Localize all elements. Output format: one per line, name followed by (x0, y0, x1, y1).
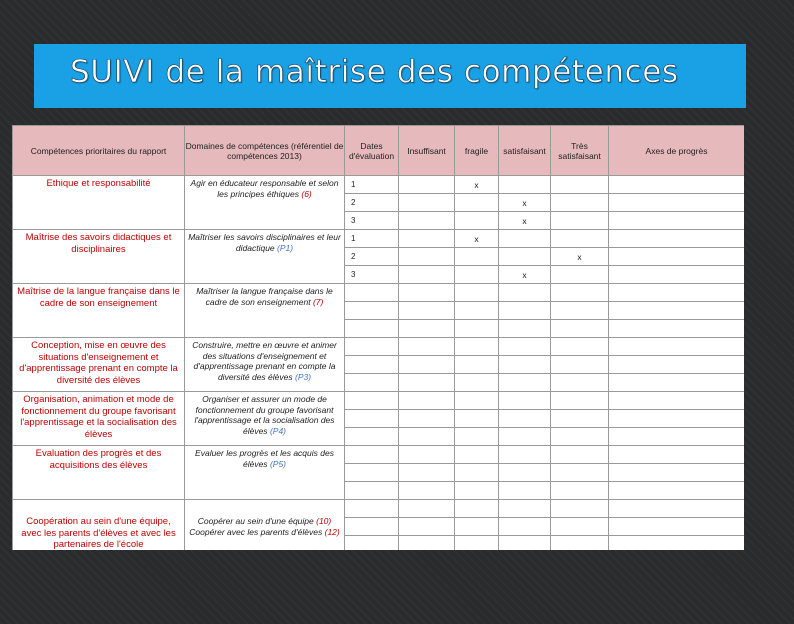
date-cell (345, 446, 399, 464)
header-domaines: Domaines de compétences (référentiel de compétences 2013) (185, 126, 345, 176)
satisfaisant-cell (499, 374, 551, 392)
insuffisant-cell (399, 320, 455, 338)
axes-cell (609, 212, 745, 230)
tres-satisfaisant-cell (551, 464, 609, 482)
axes-cell (609, 356, 745, 374)
satisfaisant-cell (499, 482, 551, 500)
insuffisant-cell (399, 356, 455, 374)
tres-satisfaisant-cell (551, 176, 609, 194)
insuffisant-cell (399, 482, 455, 500)
date-cell: 2 (345, 248, 399, 266)
competence-cell: Coopération au sein d'une équipe, avec les parents d'élèves et avec les partenaires de l'école (13, 500, 185, 551)
date-cell (345, 302, 399, 320)
tres-satisfaisant-cell (551, 482, 609, 500)
insuffisant-cell (399, 248, 455, 266)
fragile-cell (455, 284, 499, 302)
insuffisant-cell (399, 194, 455, 212)
date-cell (345, 536, 399, 551)
fragile-cell (455, 320, 499, 338)
satisfaisant-cell (499, 392, 551, 410)
header-satisfaisant: satisfaisant (499, 126, 551, 176)
domaine-cell: Maîtriser les savoirs disciplinaires et leur didactique (P1) (185, 230, 345, 284)
header-insuffisant: Insuffisant (399, 126, 455, 176)
satisfaisant-cell (499, 446, 551, 464)
tres-satisfaisant-cell (551, 428, 609, 446)
header-tres-satisfaisant: Très satisfaisant (551, 126, 609, 176)
fragile-cell (455, 212, 499, 230)
header-fragile: fragile (455, 126, 499, 176)
axes-cell (609, 338, 745, 356)
tres-satisfaisant-cell (551, 230, 609, 248)
domaine-cell: Organiser et assurer un mode de fonctionnement du groupe favorisant l'apprentissage et la socialisation des élèves (P4) (185, 392, 345, 446)
domaine-cell: Agir en éducateur responsable et selon les principes éthiques (6) (185, 176, 345, 230)
competence-cell: Maîtrise des savoirs didactiques et disciplinaires (13, 230, 185, 284)
date-cell (345, 320, 399, 338)
header-axes: Axes de progrès (609, 126, 745, 176)
competence-cell: Ethique et responsabilité (13, 176, 185, 230)
header-dates: Dates d'évaluation (345, 126, 399, 176)
fragile-cell (455, 446, 499, 464)
axes-cell (609, 302, 745, 320)
satisfaisant-cell: x (499, 266, 551, 284)
tres-satisfaisant-cell (551, 320, 609, 338)
axes-cell (609, 176, 745, 194)
fragile-cell (455, 248, 499, 266)
competences-table-container (12, 125, 744, 550)
axes-cell (609, 320, 745, 338)
fragile-cell (455, 266, 499, 284)
table-row (13, 338, 745, 356)
tres-satisfaisant-cell (551, 410, 609, 428)
axes-cell (609, 284, 745, 302)
satisfaisant-cell (499, 500, 551, 518)
date-cell (345, 500, 399, 518)
axes-cell (609, 518, 745, 536)
satisfaisant-cell (499, 410, 551, 428)
title-banner (34, 44, 746, 108)
date-cell (345, 464, 399, 482)
fragile-cell (455, 302, 499, 320)
tres-satisfaisant-cell (551, 194, 609, 212)
domaine-cell: Maîtriser la langue française dans le cadre de son enseignement (7) (185, 284, 345, 338)
tres-satisfaisant-cell (551, 338, 609, 356)
insuffisant-cell (399, 176, 455, 194)
tres-satisfaisant-cell (551, 518, 609, 536)
fragile-cell (455, 338, 499, 356)
tres-satisfaisant-cell (551, 392, 609, 410)
axes-cell (609, 500, 745, 518)
axes-cell (609, 392, 745, 410)
domaine-cell: Evaluer les progrès et les acquis des élèves (P5) (185, 446, 345, 500)
fragile-cell (455, 428, 499, 446)
satisfaisant-cell (499, 230, 551, 248)
insuffisant-cell (399, 392, 455, 410)
axes-cell (609, 374, 745, 392)
date-cell (345, 338, 399, 356)
date-cell: 3 (345, 212, 399, 230)
insuffisant-cell (399, 536, 455, 551)
tres-satisfaisant-cell (551, 302, 609, 320)
header-competences: Compétences prioritaires du rapport (13, 126, 185, 176)
tres-satisfaisant-cell (551, 446, 609, 464)
axes-cell (609, 446, 745, 464)
insuffisant-cell (399, 446, 455, 464)
satisfaisant-cell (499, 464, 551, 482)
fragile-cell: x (455, 176, 499, 194)
tres-satisfaisant-cell: x (551, 248, 609, 266)
axes-cell (609, 482, 745, 500)
competence-cell: Organisation, animation et mode de fonctionnement du groupe favorisant l'apprentissage et la socialisation des élèves (13, 392, 185, 446)
table-row (13, 176, 745, 194)
tres-satisfaisant-cell (551, 266, 609, 284)
table-row (13, 284, 745, 302)
satisfaisant-cell (499, 536, 551, 551)
satisfaisant-cell (499, 176, 551, 194)
table-row (13, 392, 745, 410)
header-row (13, 126, 745, 176)
domaine-cell: Construire, mettre en œuvre et animer des situations d'enseignement et d'apprentissage prenant en compte la diversité des élèves (P3) (185, 338, 345, 392)
fragile-cell (455, 536, 499, 551)
insuffisant-cell (399, 338, 455, 356)
tres-satisfaisant-cell (551, 500, 609, 518)
fragile-cell: x (455, 230, 499, 248)
insuffisant-cell (399, 500, 455, 518)
axes-cell (609, 230, 745, 248)
satisfaisant-cell (499, 302, 551, 320)
fragile-cell (455, 392, 499, 410)
table-row (13, 230, 745, 248)
axes-cell (609, 266, 745, 284)
date-cell (345, 428, 399, 446)
date-cell (345, 410, 399, 428)
axes-cell (609, 248, 745, 266)
fragile-cell (455, 518, 499, 536)
competence-cell: Evaluation des progrès et des acquisitions des élèves (13, 446, 185, 500)
insuffisant-cell (399, 284, 455, 302)
insuffisant-cell (399, 428, 455, 446)
date-cell (345, 482, 399, 500)
date-cell (345, 374, 399, 392)
fragile-cell (455, 482, 499, 500)
tres-satisfaisant-cell (551, 374, 609, 392)
date-cell (345, 356, 399, 374)
tres-satisfaisant-cell (551, 536, 609, 551)
competence-cell: Maîtrise de la langue française dans le cadre de son enseignement (13, 284, 185, 338)
date-cell: 1 (345, 176, 399, 194)
satisfaisant-cell: x (499, 212, 551, 230)
axes-cell (609, 194, 745, 212)
tres-satisfaisant-cell (551, 212, 609, 230)
table-row (13, 446, 745, 464)
date-cell: 2 (345, 194, 399, 212)
date-cell: 1 (345, 230, 399, 248)
axes-cell (609, 428, 745, 446)
fragile-cell (455, 500, 499, 518)
satisfaisant-cell: x (499, 194, 551, 212)
fragile-cell (455, 464, 499, 482)
tres-satisfaisant-cell (551, 284, 609, 302)
fragile-cell (455, 410, 499, 428)
satisfaisant-cell (499, 356, 551, 374)
insuffisant-cell (399, 230, 455, 248)
satisfaisant-cell (499, 428, 551, 446)
insuffisant-cell (399, 410, 455, 428)
date-cell (345, 518, 399, 536)
date-cell (345, 284, 399, 302)
insuffisant-cell (399, 518, 455, 536)
tres-satisfaisant-cell (551, 356, 609, 374)
satisfaisant-cell (499, 284, 551, 302)
domaine-cell: Coopérer au sein d'une équipe (10) Coopérer avec les parents d'élèves (12) (185, 500, 345, 551)
table-row (13, 500, 745, 518)
satisfaisant-cell (499, 518, 551, 536)
competence-cell: Conception, mise en œuvre des situations d'enseignement et d'apprentissage prenant en compte la diversité des élèves (13, 338, 185, 392)
date-cell: 3 (345, 266, 399, 284)
fragile-cell (455, 194, 499, 212)
insuffisant-cell (399, 374, 455, 392)
axes-cell (609, 536, 745, 551)
insuffisant-cell (399, 212, 455, 230)
competences-table (12, 125, 744, 550)
satisfaisant-cell (499, 320, 551, 338)
axes-cell (609, 464, 745, 482)
fragile-cell (455, 374, 499, 392)
insuffisant-cell (399, 302, 455, 320)
axes-cell (609, 410, 745, 428)
satisfaisant-cell (499, 338, 551, 356)
insuffisant-cell (399, 464, 455, 482)
satisfaisant-cell (499, 248, 551, 266)
page-title: SUIVI de la maîtrise des compétences (70, 54, 679, 90)
fragile-cell (455, 356, 499, 374)
insuffisant-cell (399, 266, 455, 284)
date-cell (345, 392, 399, 410)
